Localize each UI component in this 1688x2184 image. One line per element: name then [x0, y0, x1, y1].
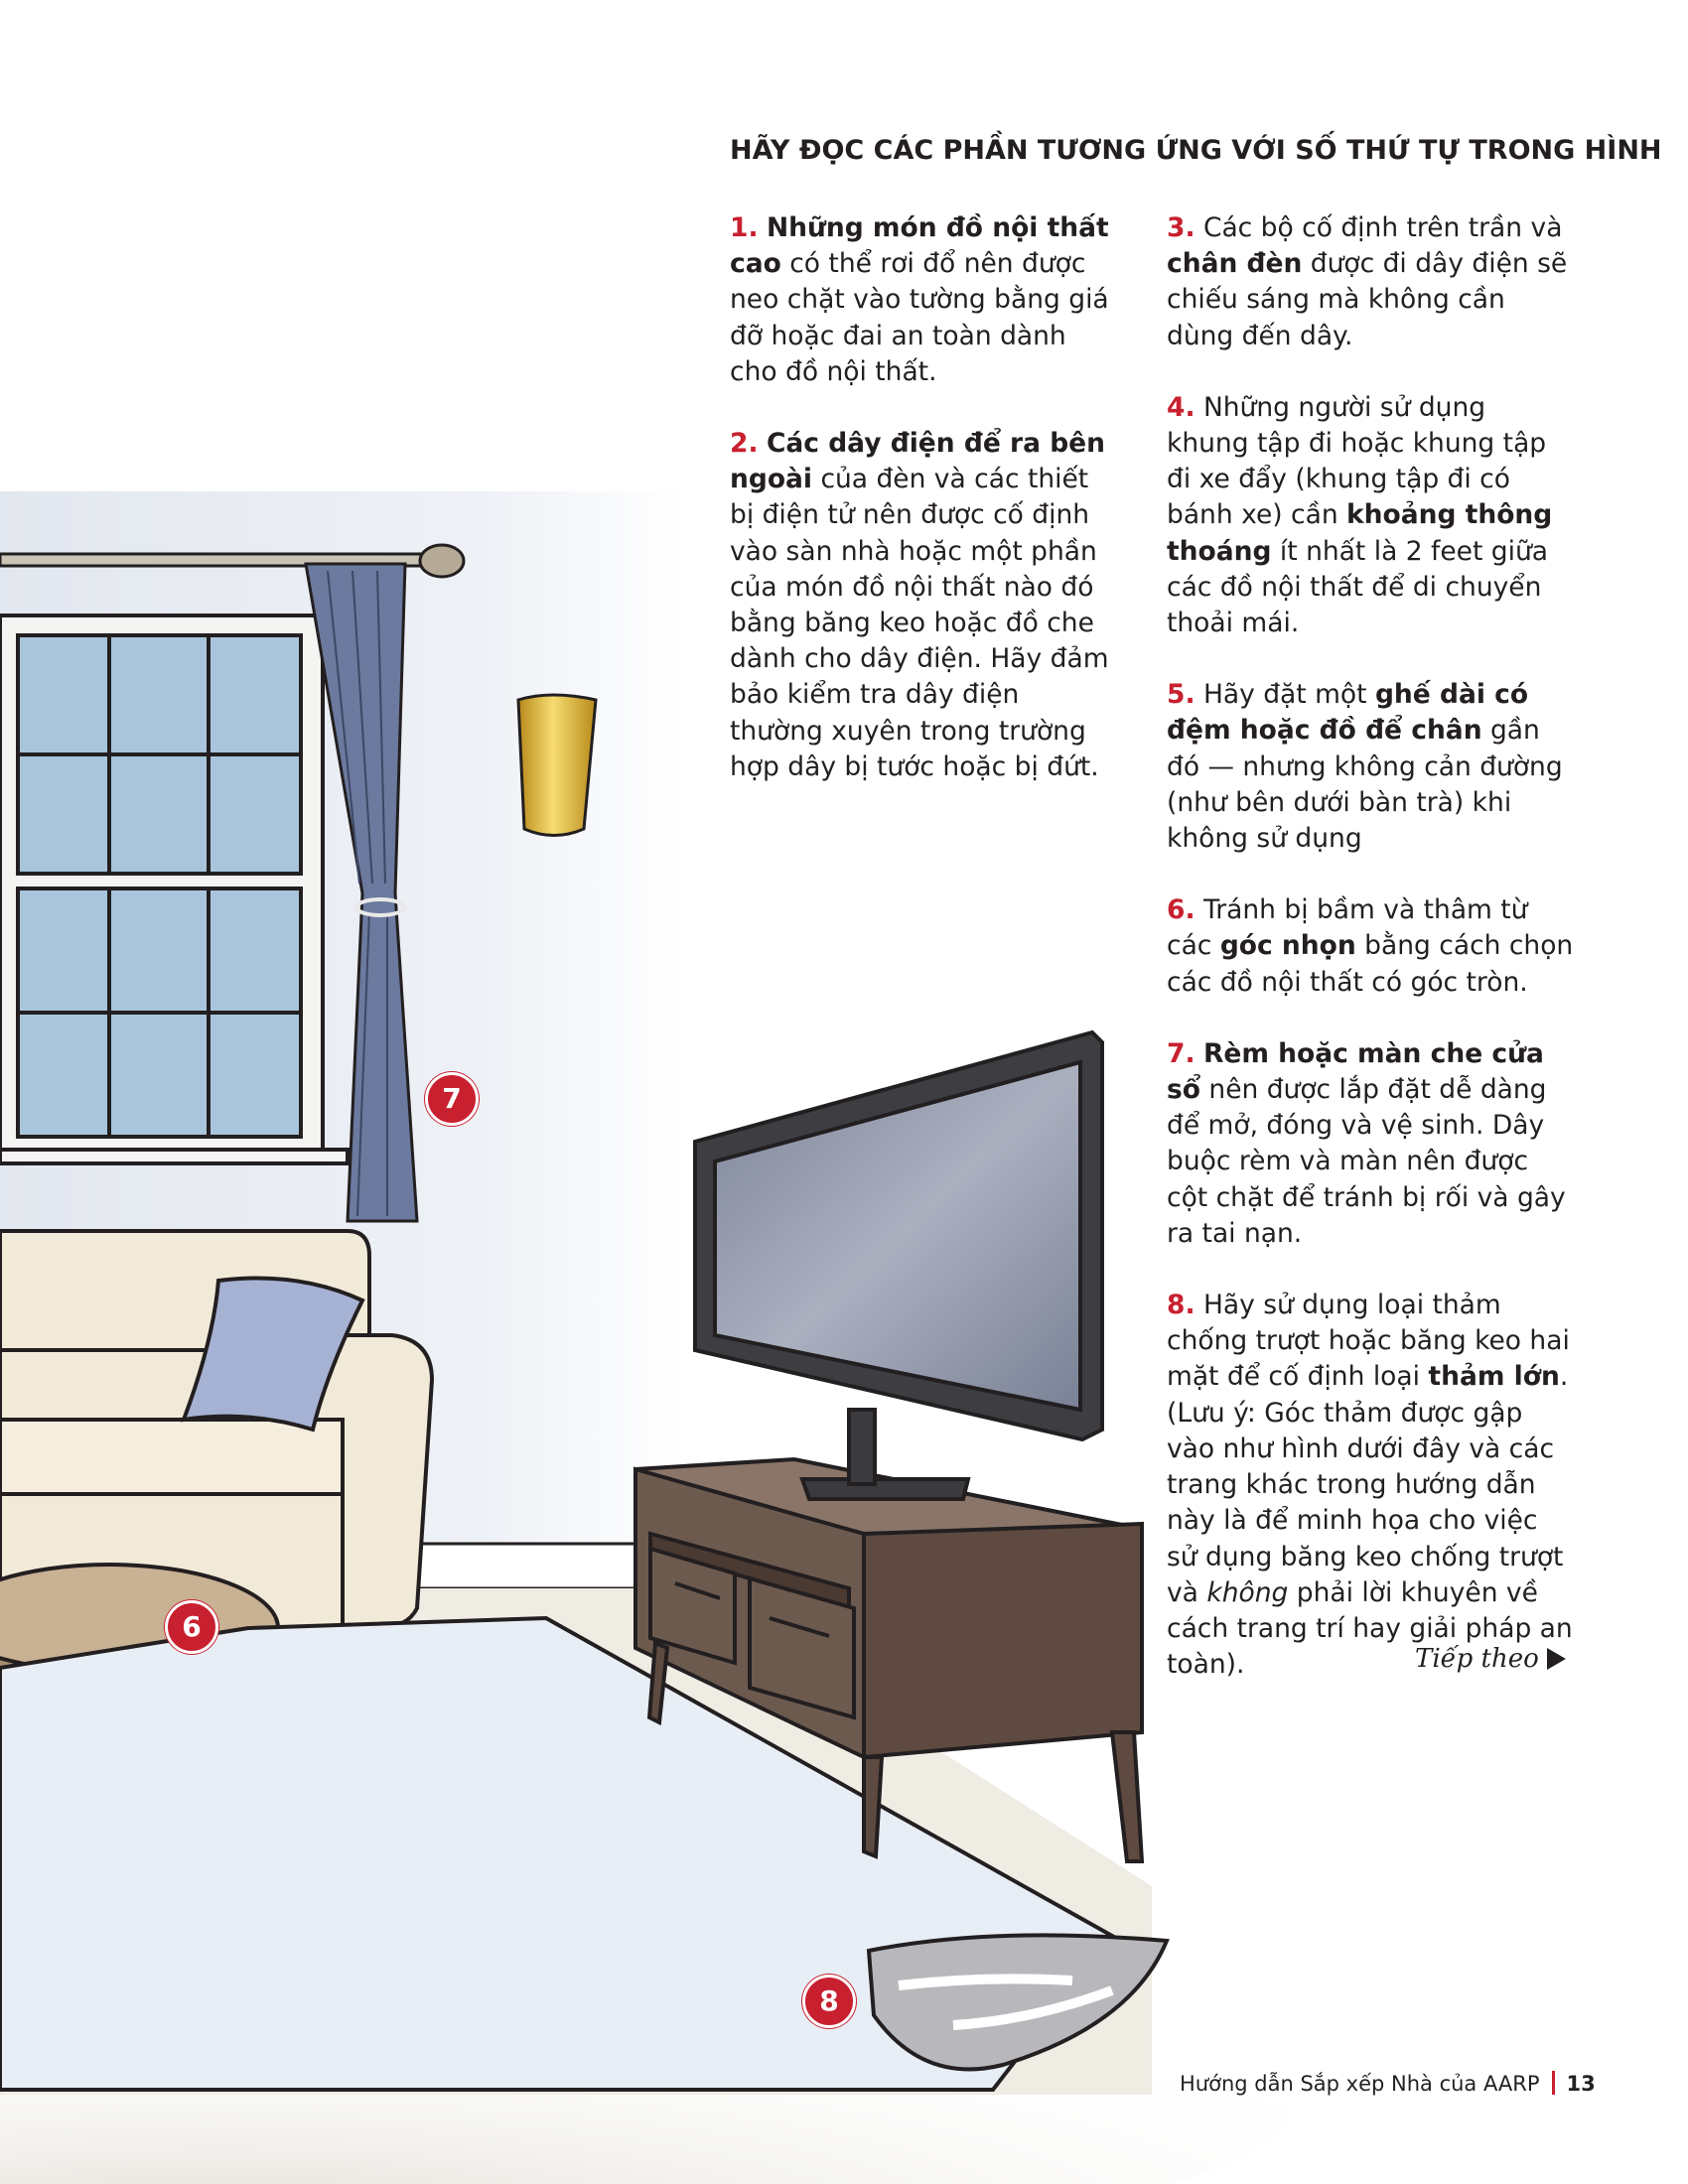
callout-badge-8: 8 — [802, 1975, 856, 2028]
tip-text: gần đó — nhưng không cản đường (như bên dưới bàn trà) khi không sử dụng — [1167, 715, 1563, 855]
tip-highlight: góc nhọn — [1219, 930, 1356, 962]
footer-divider — [1552, 2071, 1555, 2095]
callout-badge-7: 7 — [425, 1072, 479, 1126]
page-number: 13 — [1566, 2072, 1596, 2096]
tip-text: ít nhất là 2 feet giữa các đồ nội thất để di chuyển thoải mái. — [1167, 535, 1548, 639]
tip-highlight: Rèm hoặc màn che cửa sổ — [1167, 1037, 1544, 1106]
tip-text-post: phải lời khuyên về cách trang trí hay giải pháp an toàn). — [1167, 1576, 1573, 1681]
tip-text: có thể rơi đổ nên được neo chặt vào tường bằng giá đỡ hoặc đai an toàn dành cho đồ nội thất. — [730, 248, 1109, 387]
tip-text: bằng cách chọn các đồ nội thất có góc tròn. — [1167, 930, 1574, 998]
tip-highlight: chân đèn — [1167, 248, 1303, 280]
tip-number: 2. — [730, 428, 759, 460]
callout-badge-6: 6 — [165, 1600, 218, 1654]
tip-number: 8. — [1167, 1290, 1196, 1321]
tip-2 — [730, 426, 1117, 785]
tip-5 — [1167, 677, 1574, 857]
page-heading: HÃY ĐỌC CÁC PHẦN TƯƠNG ỨNG VỚI SỐ THỨ TỰ TRONG HÌNH — [730, 135, 1662, 166]
tip-italic: không — [1206, 1576, 1289, 1608]
tip-highlight: Các dây điện để ra bên ngoài — [730, 428, 1106, 495]
tip-8 — [1167, 1288, 1574, 1683]
tip-7 — [1167, 1036, 1574, 1252]
tip-1 — [730, 210, 1117, 390]
tip-text-pre: Hãy đặt một — [1195, 679, 1375, 711]
next-label: Tiếp theo — [1415, 1644, 1539, 1674]
arrow-right-icon — [1547, 1648, 1566, 1670]
tip-6 — [1167, 892, 1574, 1001]
tip-number: 7. — [1167, 1037, 1196, 1069]
tip-text-pre: Tránh bị bầm và thâm từ các — [1167, 894, 1528, 962]
tips-column-left — [730, 210, 1117, 821]
tip-highlight: khoảng thông thoáng — [1167, 499, 1553, 567]
tip-number: 6. — [1167, 894, 1196, 926]
tip-3 — [1167, 210, 1574, 354]
next-page-link[interactable] — [1415, 1644, 1566, 1674]
page-footer — [1180, 2071, 1596, 2096]
tip-text-pre: Những người sử dụng khung tập đi hoặc khung tập đi xe đẩy (khung tập đi có bánh xe) cần — [1167, 391, 1547, 531]
tip-text: của đèn và các thiết bị điện tử nên được cố định vào sàn nhà hoặc một phần của món đồ nội thất nào đó bằng băng keo hoặc đồ che dành cho dây điện. Hãy đảm bảo kiểm tra dây điện thường xuyên trong trường hợp dây bị tước hoặc bị đứt. — [730, 464, 1109, 782]
tip-number: 3. — [1167, 212, 1196, 243]
footer-title: Hướng dẫn Sắp xếp Nhà của AARP — [1180, 2072, 1540, 2096]
tips-column-right — [1167, 210, 1574, 1718]
tip-number: 1. — [730, 212, 759, 243]
tip-number: 4. — [1167, 391, 1196, 423]
tip-text-pre: Các bộ cố định trên trần và — [1195, 212, 1563, 243]
tip-4 — [1167, 390, 1574, 641]
tip-number: 5. — [1167, 679, 1196, 711]
tip-highlight: thảm lớn — [1428, 1361, 1560, 1393]
tip-text: nên được lắp đặt dễ dàng để mở, đóng và vệ sinh. Dây buộc rèm và màn nên được cột chặt để tránh bị rối và gây ra tai nạn. — [1167, 1074, 1566, 1249]
tip-highlight: ghế dài có đệm hoặc đồ để chân — [1167, 679, 1529, 747]
tip-text-pre: Hãy sử dụng loại thảm chống trượt hoặc băng keo hai mặt để cố định loại — [1167, 1290, 1570, 1393]
tip-text: . (Lưu ý: Góc thảm được gập vào như hình dưới đây và các trang khác trong hướng dẫn này là để minh họa cho việc sử dụng băng keo chống trượt và — [1167, 1361, 1569, 1608]
tip-highlight: Những món đồ nội thất cao — [730, 212, 1109, 280]
tip-text: được đi dây điện sẽ chiếu sáng mà không cần dùng đến dây. — [1167, 248, 1568, 351]
